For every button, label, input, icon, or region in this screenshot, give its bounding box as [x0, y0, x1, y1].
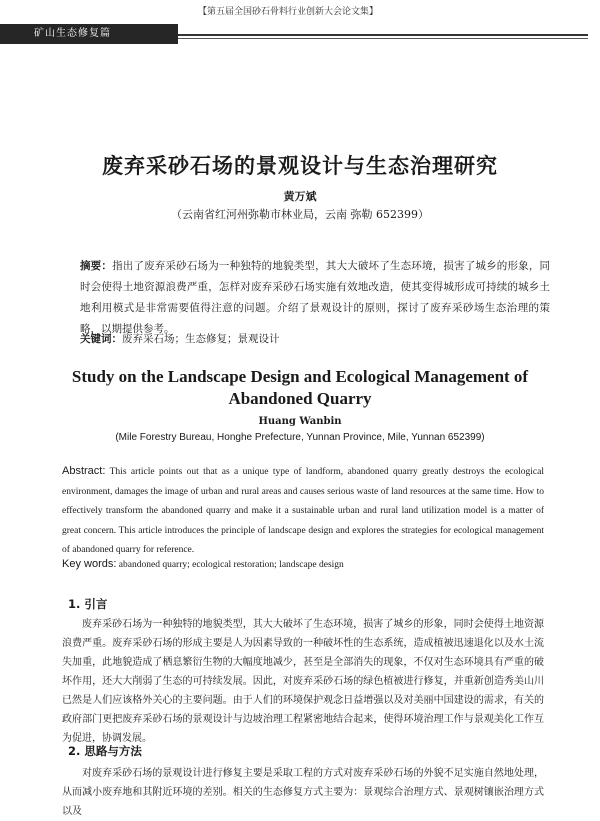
abstract-chinese-label: 摘要： — [80, 260, 113, 272]
keywords-english-text: abandoned quarry; ecological restoration; landscape design — [118, 560, 344, 570]
title-chinese: 废弃采砂石场的景观设计与生态治理研究 — [102, 154, 498, 178]
keywords-english-label: Key words: — [62, 558, 117, 570]
affiliation-english: (Mile Forestry Bureau, Honghe Prefecture, Yunnan Province, Mile, Yunnan 652399) — [115, 432, 485, 443]
header-rule — [178, 34, 588, 36]
abstract-english-label: Abstract: — [62, 465, 106, 477]
proceedings-title: 【第五届全国砂石骨料行业创新大会论文集】 — [198, 7, 379, 17]
affiliation-chinese: （云南省红河州弥勒市林业局，云南 弥勒 652399） — [171, 208, 429, 221]
keywords-chinese-text: 废弃采石场；生态修复；景观设计 — [122, 333, 280, 345]
abstract-english-text: This article points out that as a unique type of landform, abandoned quarry greatly destroys the ecological environment, damages the image of urban and rural areas and causes serious waste of land resources at the same time. How to effectively transform the abandoned quarry and make it a sustainable urban and rural land utilization model is a matter of great concern. This article introduces the principle of landscape design and explores the strategies for ecological management of abandoned quarry for reference. — [62, 467, 544, 555]
abstract-chinese-text: 指出了废弃采砂石场为一种独特的地貌类型，其大大破坏了生态环境，损害了城乡的形象，同时会使得土地资源浪费严重，怎样对废弃采砂石场实施有效地改造，使其变得城形成可持续的城乡土地利用模式是非常需要值得注意的问题。介绍了景观设计的原则，探讨了废弃采砂场生态治理的策略，以期提供参考。 — [80, 260, 551, 335]
abstract-chinese — [80, 256, 550, 340]
title-english: Study on the Landscape Design and Ecological Management of Abandoned Quarry — [71, 367, 529, 408]
section-heading-methods: 2. 思路与方法 — [68, 744, 142, 758]
running-header — [0, 0, 600, 52]
author-chinese: 黄万斌 — [283, 190, 317, 203]
author-english: Huang Wanbin — [258, 416, 342, 427]
keywords-chinese-label: 关键词： — [80, 333, 122, 345]
keywords-english — [62, 556, 544, 573]
body-paragraph: 废弃采砂石场为一种独特的地貌类型，其大大破坏了生态环境，损害了城乡的形象，同时会使得土地资源浪费严重。废弃采砂石场的形成主要是人为因素导致的一种破坏性的生态系统，造成植被迅速退化以及水土流失加重，此地貌造成了栖息繁衍生物的大幅度地减少，甚至是全部消失的现象，不仅对生态环境具有严重的破坏作用，还大大削弱了生态的可持续发展。因此，对废弃采砂石场的绿色植被进行修复，并重新创造秀美山川已然是人们应该格外关心的主要问题。由于人们的环境保护观念日益增强以及对美丽中国建设的需求，有关的政府部门更把废弃采砂石场的景观设计与边坡治理工程紧密地结合起来，使得环境治理工作与景观美化工作互为促进，协调发展。 — [62, 619, 544, 744]
abstract-english — [62, 462, 544, 561]
keywords-chinese — [80, 331, 550, 347]
section-label: 矿山生态修复篇 — [0, 24, 178, 44]
body-paragraph: 对废弃采砂石场的景观设计进行修复主要是采取工程的方式对废弃采砂石场的外貌不足实施自然地处理，从而减小废弃地和其附近环境的差别。相关的生态修复方式主要为：景观综合治理方式、景观树镶嵌治理方式以及 — [62, 768, 544, 817]
section-heading-introduction: 1. 引言 — [68, 597, 108, 611]
header-rule-thin — [178, 38, 588, 39]
